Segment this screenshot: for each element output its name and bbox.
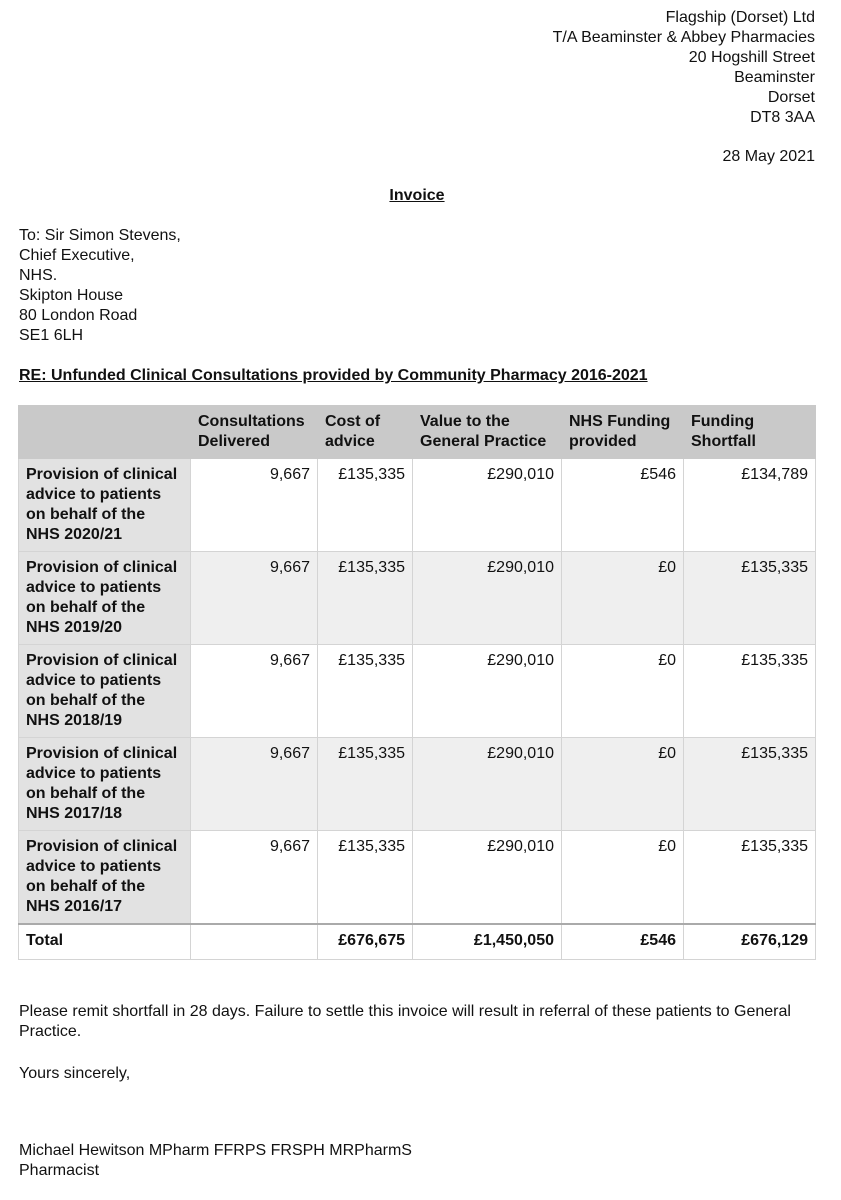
- header-row: [19, 406, 816, 459]
- sender-line: Dorset: [767, 89, 815, 106]
- recipient-line: To: Sir Simon Stevens,: [19, 227, 181, 244]
- consultations-cell: 9,667: [191, 738, 318, 831]
- recipient-line: NHS.: [19, 267, 58, 284]
- table-row: [19, 459, 816, 552]
- sender-line: Beaminster: [734, 69, 815, 86]
- header-cell: Value to the General Practice: [413, 406, 562, 459]
- document-title: Invoice: [389, 187, 445, 204]
- label-cell: Provision of clinical advice to patients on behalf of the NHS 2020/21: [19, 459, 191, 552]
- value-cell: £290,010: [413, 645, 562, 738]
- funding-cell: £0: [562, 552, 684, 645]
- recipient-line: SE1 6LH: [19, 327, 84, 344]
- total-label-cell: Total: [19, 924, 191, 960]
- consultations-cell: 9,667: [191, 645, 318, 738]
- table-row: [19, 831, 816, 925]
- shortfall-cell: £135,335: [684, 738, 816, 831]
- header-cell: NHS Funding provided: [562, 406, 684, 459]
- shortfall-cell: £135,335: [684, 831, 816, 925]
- recipient-line: Chief Executive,: [19, 247, 135, 264]
- cost-cell: £135,335: [318, 552, 413, 645]
- header-cell: Cost of advice: [318, 406, 413, 459]
- signature-block: [19, 1141, 412, 1181]
- total-value-cell: £1,450,050: [413, 924, 562, 960]
- consultations-cell: 9,667: [191, 831, 318, 925]
- label-cell: Provision of clinical advice to patients on behalf of the NHS 2019/20: [19, 552, 191, 645]
- signature-name: Michael Hewitson MPharm FFRPS FRSPH MRPharmS: [19, 1142, 412, 1159]
- consultations-cell: 9,667: [191, 459, 318, 552]
- total-cost-cell: £676,675: [318, 924, 413, 960]
- sender-address: [553, 8, 815, 128]
- total-consultations-cell: [191, 924, 318, 960]
- closing: Yours sincerely,: [19, 1065, 131, 1082]
- cost-cell: £135,335: [318, 645, 413, 738]
- recipient-address: [19, 226, 181, 346]
- label-cell: Provision of clinical advice to patients on behalf of the NHS 2017/18: [19, 738, 191, 831]
- value-cell: £290,010: [413, 459, 562, 552]
- remit-paragraph: Please remit shortfall in 28 days. Failure to settle this invoice will result in referral of these patients to General Practice.: [19, 1003, 791, 1040]
- total-shortfall-cell: £676,129: [684, 924, 816, 960]
- funding-cell: £546: [562, 459, 684, 552]
- table-row: [19, 645, 816, 738]
- signature-role: Pharmacist: [19, 1162, 100, 1179]
- shortfall-cell: £135,335: [684, 552, 816, 645]
- value-cell: £290,010: [413, 738, 562, 831]
- value-cell: £290,010: [413, 831, 562, 925]
- table-row: [19, 552, 816, 645]
- total-row: [19, 924, 816, 960]
- total-funding-cell: £546: [562, 924, 684, 960]
- invoice-date: 28 May 2021: [722, 148, 815, 165]
- recipient-line: Skipton House: [19, 287, 124, 304]
- header-cell: Consultations Delivered: [191, 406, 318, 459]
- value-cell: £290,010: [413, 552, 562, 645]
- cost-cell: £135,335: [318, 738, 413, 831]
- label-cell: Provision of clinical advice to patients on behalf of the NHS 2018/19: [19, 645, 191, 738]
- recipient-line: 80 London Road: [19, 307, 138, 324]
- cost-cell: £135,335: [318, 459, 413, 552]
- cost-cell: £135,335: [318, 831, 413, 925]
- invoice-table: [18, 405, 816, 960]
- shortfall-cell: £134,789: [684, 459, 816, 552]
- funding-cell: £0: [562, 738, 684, 831]
- header-cell: Funding Shortfall: [684, 406, 816, 459]
- sender-line: 20 Hogshill Street: [688, 49, 815, 66]
- sender-line: T/A Beaminster & Abbey Pharmacies: [552, 29, 815, 46]
- sender-line: Flagship (Dorset) Ltd: [665, 9, 815, 26]
- shortfall-cell: £135,335: [684, 645, 816, 738]
- sender-line: DT8 3AA: [750, 109, 815, 126]
- label-cell: Provision of clinical advice to patients on behalf of the NHS 2016/17: [19, 831, 191, 925]
- header-cell: [19, 406, 191, 459]
- funding-cell: £0: [562, 831, 684, 925]
- table-row: [19, 738, 816, 831]
- subject-line: RE: Unfunded Clinical Consultations provided by Community Pharmacy 2016-2021: [19, 367, 648, 384]
- funding-cell: £0: [562, 645, 684, 738]
- consultations-cell: 9,667: [191, 552, 318, 645]
